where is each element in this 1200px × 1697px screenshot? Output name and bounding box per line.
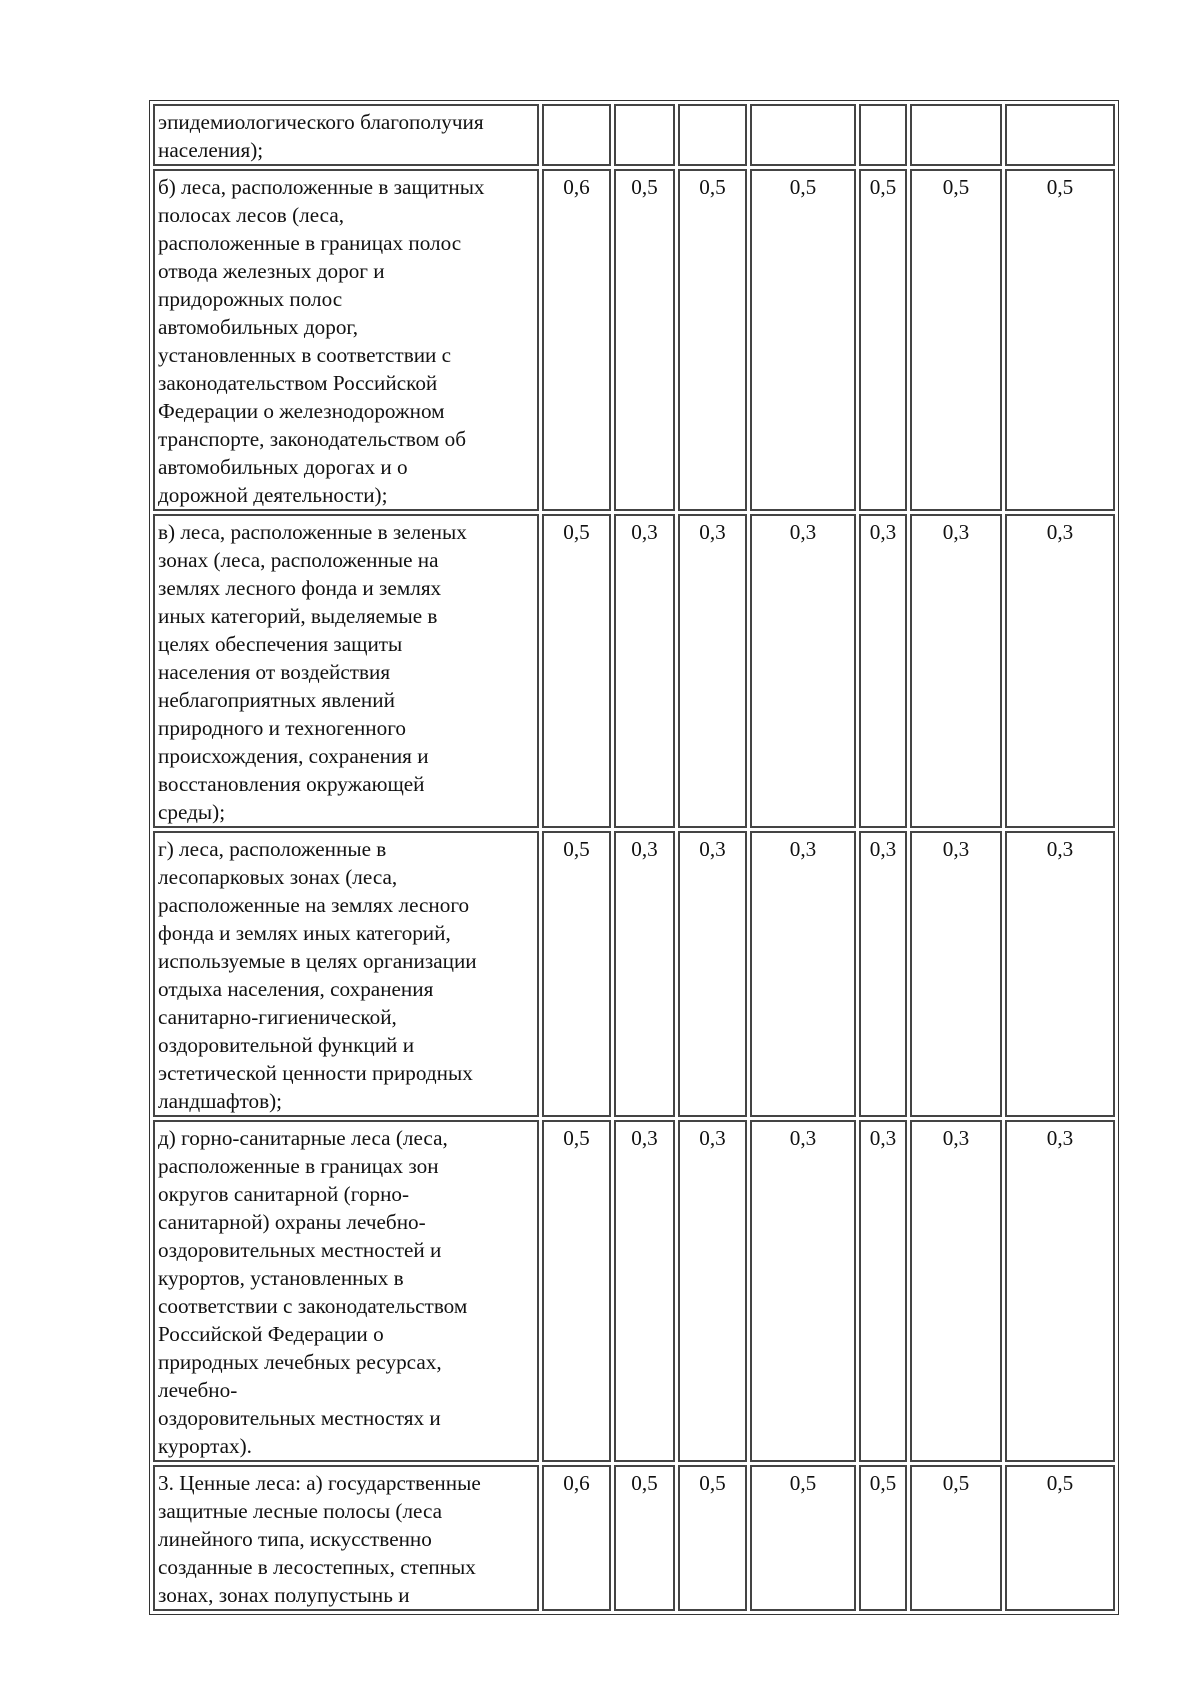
coefficient-cell: 0,3 — [678, 1120, 747, 1462]
coefficient-cell: 0,5 — [614, 1465, 675, 1611]
description-line: зонах (леса, расположенные на — [158, 548, 439, 572]
table-row — [153, 831, 1115, 1117]
row-description-cell — [153, 104, 539, 166]
description-line: д) горно-санитарные леса (леса, — [158, 1126, 448, 1150]
coefficient-cell: 0,5 — [910, 169, 1002, 511]
coefficient-cell: 0,3 — [859, 1120, 907, 1462]
description-line: соответствии с законодательством — [158, 1294, 468, 1318]
table-row — [153, 169, 1115, 511]
coefficient-cell: 0,3 — [750, 514, 856, 828]
coefficient-cell: 0,3 — [678, 514, 747, 828]
forest-coefficients-table — [149, 100, 1119, 1615]
description-line: оздоровительных местностях и — [158, 1406, 441, 1430]
description-line: эпидемиологического благополучия — [158, 110, 484, 134]
coefficient-cell: 0,3 — [910, 1120, 1002, 1462]
description-line: Федерации о железнодорожном — [158, 399, 445, 423]
description-line: полосах лесов (леса, — [158, 203, 345, 227]
coefficient-cell: 0,3 — [859, 514, 907, 828]
description-line: землях лесного фонда и землях — [158, 576, 442, 600]
coefficient-cell: 0,5 — [1005, 1465, 1115, 1611]
description-line: в) леса, расположенные в зеленых — [158, 520, 467, 544]
description-line: Российской Федерации о — [158, 1322, 384, 1346]
coefficient-cell: 0,3 — [750, 1120, 856, 1462]
coefficient-cell: 0,5 — [614, 169, 675, 511]
description-line: зонах, зонах полупустынь и — [158, 1583, 410, 1607]
description-line: защитные лесные полосы (леса — [158, 1499, 443, 1523]
coefficient-cell: 0,5 — [910, 1465, 1002, 1611]
description-line: ландшафтов); — [158, 1089, 283, 1113]
description-line: оздоровительной функций и — [158, 1033, 415, 1057]
coefficient-cell — [750, 104, 856, 166]
table-row — [153, 104, 1115, 166]
coefficient-cell — [1005, 104, 1115, 166]
description-line: установленных в соответствии с — [158, 343, 452, 367]
description-line: иных категорий, выделяемые в — [158, 604, 438, 628]
description-line: 3. Ценные леса: а) государственные — [158, 1471, 481, 1495]
coefficient-cell: 0,3 — [1005, 514, 1115, 828]
coefficient-cell: 0,5 — [678, 1465, 747, 1611]
description-line: созданные в лесостепных, степных — [158, 1555, 476, 1579]
description-line: среды); — [158, 800, 226, 824]
row-description-cell — [153, 514, 539, 828]
description-line: фонда и землях иных категорий, — [158, 921, 451, 945]
coefficient-cell — [614, 104, 675, 166]
coefficient-cell — [859, 104, 907, 166]
coefficient-cell: 0,5 — [859, 1465, 907, 1611]
coefficient-cell: 0,5 — [542, 1120, 611, 1462]
coefficient-cell: 0,3 — [614, 1120, 675, 1462]
description-line: расположенные в границах полос — [158, 231, 462, 255]
coefficient-cell: 0,6 — [542, 1465, 611, 1611]
description-line: б) леса, расположенные в защитных — [158, 175, 485, 199]
description-line: санитарно-гигиенической, — [158, 1005, 397, 1029]
description-line: лечебно- — [158, 1378, 238, 1402]
description-line: эстетической ценности природных — [158, 1061, 473, 1085]
description-line: населения от воздействия — [158, 660, 391, 684]
description-line: транспорте, законодательством об — [158, 427, 466, 451]
description-line: линейного типа, искусственно — [158, 1527, 432, 1551]
row-description-cell — [153, 831, 539, 1117]
coefficient-cell: 0,3 — [750, 831, 856, 1117]
description-line: дорожной деятельности); — [158, 483, 388, 507]
coefficient-cell: 0,5 — [859, 169, 907, 511]
table-row — [153, 1120, 1115, 1462]
row-description-cell — [153, 1120, 539, 1462]
table-body — [153, 104, 1115, 1611]
description-line: законодательством Российской — [158, 371, 438, 395]
description-line: г) леса, расположенные в — [158, 837, 387, 861]
table-row — [153, 1465, 1115, 1611]
coefficient-cell: 0,3 — [1005, 831, 1115, 1117]
coefficient-cell: 0,3 — [1005, 1120, 1115, 1462]
coefficient-cell: 0,3 — [910, 831, 1002, 1117]
description-line: целях обеспечения защиты — [158, 632, 403, 656]
description-line: расположенные на землях лесного — [158, 893, 470, 917]
coefficient-cell — [542, 104, 611, 166]
description-line: восстановления окружающей — [158, 772, 425, 796]
description-line: курортах). — [158, 1434, 252, 1458]
description-line: используемые в целях организации — [158, 949, 477, 973]
coefficient-cell: 0,5 — [542, 514, 611, 828]
coefficient-cell: 0,3 — [678, 831, 747, 1117]
description-line: природных лечебных ресурсах, — [158, 1350, 442, 1374]
description-line: округов санитарной (горно- — [158, 1182, 410, 1206]
description-line: неблагоприятных явлений — [158, 688, 395, 712]
coefficient-cell: 0,5 — [1005, 169, 1115, 511]
row-description-cell — [153, 1465, 539, 1611]
description-line: автомобильных дорогах и о — [158, 455, 408, 479]
description-line: населения); — [158, 138, 264, 162]
description-line: расположенные в границах зон — [158, 1154, 439, 1178]
row-description-cell — [153, 169, 539, 511]
description-line: санитарной) охраны лечебно- — [158, 1210, 426, 1234]
description-line: природного и техногенного — [158, 716, 407, 740]
coefficient-cell: 0,3 — [859, 831, 907, 1117]
description-line: автомобильных дорог, — [158, 315, 359, 339]
description-line: отвода железных дорог и — [158, 259, 385, 283]
coefficient-cell: 0,3 — [910, 514, 1002, 828]
description-line: лесопарковых зонах (леса, — [158, 865, 398, 889]
table-row — [153, 514, 1115, 828]
description-line: курортов, установленных в — [158, 1266, 404, 1290]
coefficient-cell — [678, 104, 747, 166]
description-line: отдыха населения, сохранения — [158, 977, 434, 1001]
coefficient-cell: 0,5 — [542, 831, 611, 1117]
coefficient-cell: 0,5 — [750, 1465, 856, 1611]
coefficient-cell: 0,3 — [614, 514, 675, 828]
description-line: оздоровительных местностей и — [158, 1238, 442, 1262]
coefficient-cell: 0,3 — [614, 831, 675, 1117]
coefficient-cell: 0,6 — [542, 169, 611, 511]
description-line: придорожных полос — [158, 287, 343, 311]
coefficient-cell: 0,5 — [750, 169, 856, 511]
coefficient-cell — [910, 104, 1002, 166]
coefficient-cell: 0,5 — [678, 169, 747, 511]
description-line: происхождения, сохранения и — [158, 744, 429, 768]
